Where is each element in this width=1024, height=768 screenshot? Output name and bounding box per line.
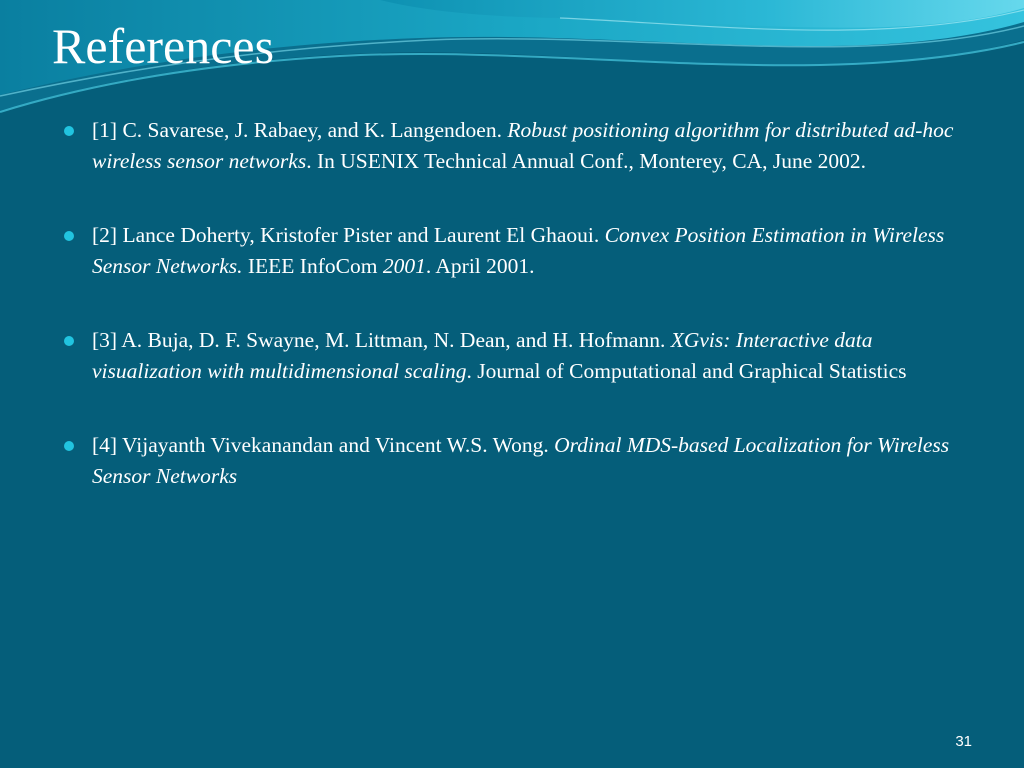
reference-year: 2001 xyxy=(382,254,426,278)
reference-list xyxy=(62,115,967,535)
page-number: 31 xyxy=(955,733,972,750)
reference-title: Convex Position Estimation in Wireless Sensor Networks. xyxy=(92,223,945,278)
reference-venue: . In USENIX Technical Annual Conf., Monterey, CA, June 2002. xyxy=(306,149,867,173)
bullet-icon xyxy=(64,126,74,136)
reference-text: [4] Vijayanth Vivekanandan and Vincent W.S. Wong. xyxy=(92,433,555,457)
reference-venue: . Journal of Computational and Graphical Statistics xyxy=(466,359,907,383)
reference-title: Ordinal MDS-based Localization for Wireless Sensor Networks xyxy=(92,433,950,488)
reference-text: [1] C. Savarese, J. Rabaey, and K. Langendoen. xyxy=(92,118,508,142)
reference-venue: IEEE InfoCom xyxy=(242,254,383,278)
reference-text: [2] Lance Doherty, Kristofer Pister and Laurent El Ghaoui. xyxy=(92,223,605,247)
reference-title: XGvis: Interactive data visualization with multidimensional scaling xyxy=(92,328,873,383)
bullet-icon xyxy=(64,231,74,241)
reference-item-2 xyxy=(62,220,967,282)
reference-title: Robust positioning algorithm for distributed ad-hoc wireless sensor networks xyxy=(92,118,954,173)
reference-item-3 xyxy=(62,325,967,387)
bullet-icon xyxy=(64,441,74,451)
reference-text: [3] A. Buja, D. F. Swayne, M. Littman, N. Dean, and H. Hofmann. xyxy=(92,328,671,352)
reference-item-1 xyxy=(62,115,967,177)
slide-title: References xyxy=(52,18,275,74)
reference-item-4 xyxy=(62,430,967,492)
bullet-icon xyxy=(64,336,74,346)
reference-date: . April 2001. xyxy=(425,254,535,278)
